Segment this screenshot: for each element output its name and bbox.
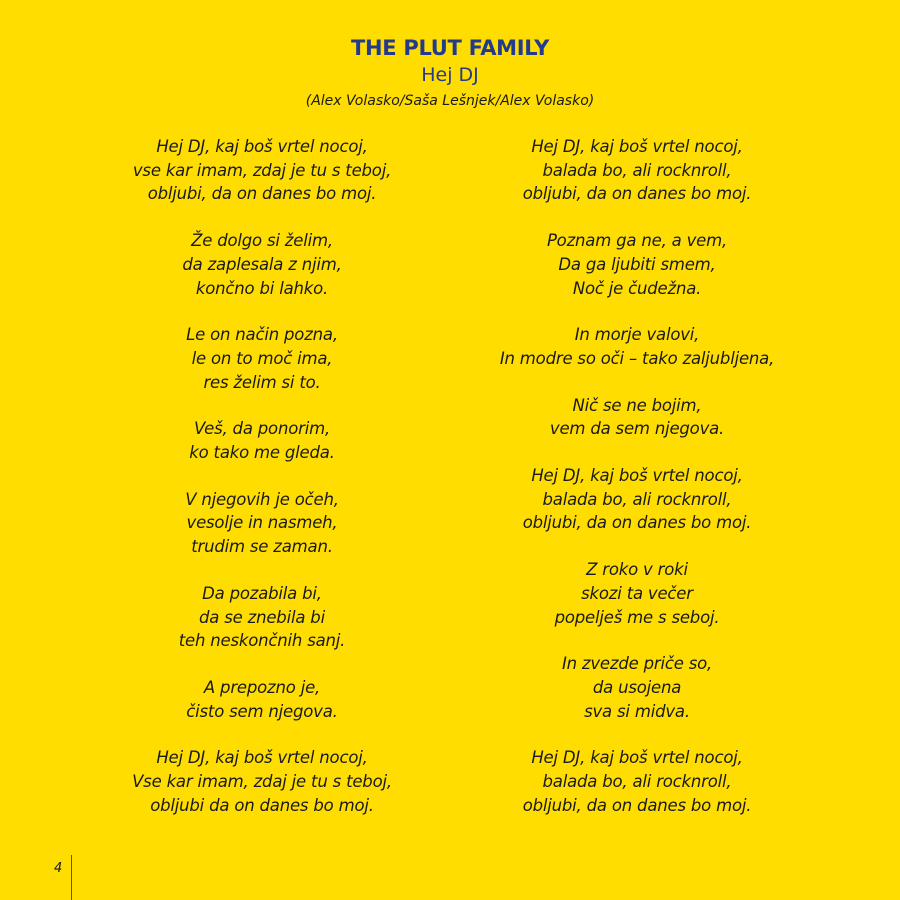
lyric-line: obljubi da on danes bo moj. (150, 795, 374, 815)
lyric-line: ko tako me gleda. (189, 443, 335, 463)
lyric-line: res želim si to. (203, 372, 321, 392)
lyrics-column-right (427, 135, 847, 840)
lyric-line: obljubi, da on danes bo moj. (522, 513, 752, 533)
page-divider (71, 855, 72, 900)
lyrics-stanza (427, 464, 847, 535)
lyrics-stanza (427, 558, 847, 629)
lyric-line: Noč je čudežna. (572, 278, 702, 298)
lyrics-column-left (52, 135, 472, 840)
page-header (0, 34, 900, 112)
lyrics-stanza (427, 394, 847, 441)
lyric-line: Z roko v roki (586, 560, 688, 580)
lyrics-stanza (427, 135, 847, 206)
lyric-line: Hej DJ, kaj boš vrtel nocoj, (156, 748, 368, 768)
lyric-line: Hej DJ, kaj boš vrtel nocoj, (531, 137, 743, 156)
lyric-line: da se znebila bi (199, 607, 325, 627)
lyric-line: Hej DJ, kaj boš vrtel nocoj, (156, 137, 368, 156)
lyric-line: obljubi, da on danes bo moj. (522, 184, 752, 204)
lyric-line: popelješ me s seboj. (554, 607, 720, 627)
lyric-line: skozi ta večer (581, 583, 693, 603)
lyrics-stanza (52, 135, 472, 206)
lyric-line: čisto sem njegova. (186, 701, 338, 721)
lyrics-stanza (427, 746, 847, 817)
page-number: 4 (54, 861, 63, 876)
lyric-line: vem da sem njegova. (549, 419, 725, 439)
artist-name: THE PLUT FAMILY (351, 36, 549, 60)
lyric-line: Vse kar imam, zdaj je tu s teboj, (132, 772, 392, 792)
lyric-line: Veš, da ponorim, (194, 419, 330, 439)
lyric-line: vse kar imam, zdaj je tu s teboj, (132, 160, 392, 180)
lyric-line: da zaplesala z njim, (182, 254, 342, 274)
lyric-line: In zvezde priče so, (561, 654, 713, 674)
lyrics-stanza (52, 746, 472, 817)
lyric-line: A prepozno je, (203, 677, 321, 697)
song-credits: (Alex Volasko/Saša Lešnjek/Alex Volasko) (305, 93, 595, 109)
lyric-line: Da ga ljubiti smem, (558, 254, 716, 274)
lyric-line: balada bo, ali rocknroll, (542, 772, 732, 792)
lyrics-stanza (52, 676, 472, 723)
lyric-line: V njegovih je očeh, (185, 489, 339, 509)
lyrics-stanza (52, 417, 472, 464)
lyric-line: In morje valovi, (574, 325, 700, 345)
lyric-line: sva si midva. (584, 701, 690, 721)
lyrics-stanza (427, 652, 847, 723)
lyric-line: obljubi, da on danes bo moj. (147, 184, 377, 204)
lyrics-stanza (52, 488, 472, 559)
lyrics-stanza (427, 229, 847, 300)
lyric-line: Že dolgo si želim, (191, 231, 333, 251)
lyric-line: le on to moč ima, (191, 348, 333, 368)
lyric-line: balada bo, ali rocknroll, (542, 489, 732, 509)
lyrics-stanza (52, 229, 472, 300)
lyric-line: Hej DJ, kaj boš vrtel nocoj, (531, 748, 743, 768)
lyric-line: končno bi lahko. (195, 278, 329, 298)
lyric-line: Nič se ne bojim, (572, 395, 702, 415)
lyric-line: Poznam ga ne, a vem, (546, 231, 728, 251)
lyric-line: Le on način pozna, (186, 325, 338, 345)
lyrics-stanza (52, 582, 472, 653)
lyrics-stanza (427, 323, 847, 370)
lyric-line: teh neskončnih sanj. (178, 631, 346, 651)
lyric-line: balada bo, ali rocknroll, (542, 160, 732, 180)
lyric-line: trudim se zaman. (191, 537, 333, 557)
lyric-line: da usojena (592, 677, 682, 697)
lyric-line: vesolje in nasmeh, (186, 513, 338, 533)
song-title: Hej DJ (421, 64, 479, 86)
lyric-line: Hej DJ, kaj boš vrtel nocoj, (531, 466, 743, 486)
lyrics-stanza (52, 323, 472, 394)
lyric-line: Da pozabila bi, (202, 583, 322, 603)
lyric-line: obljubi, da on danes bo moj. (522, 795, 752, 815)
lyric-line: In modre so oči – tako zaljubljena, (499, 348, 775, 368)
